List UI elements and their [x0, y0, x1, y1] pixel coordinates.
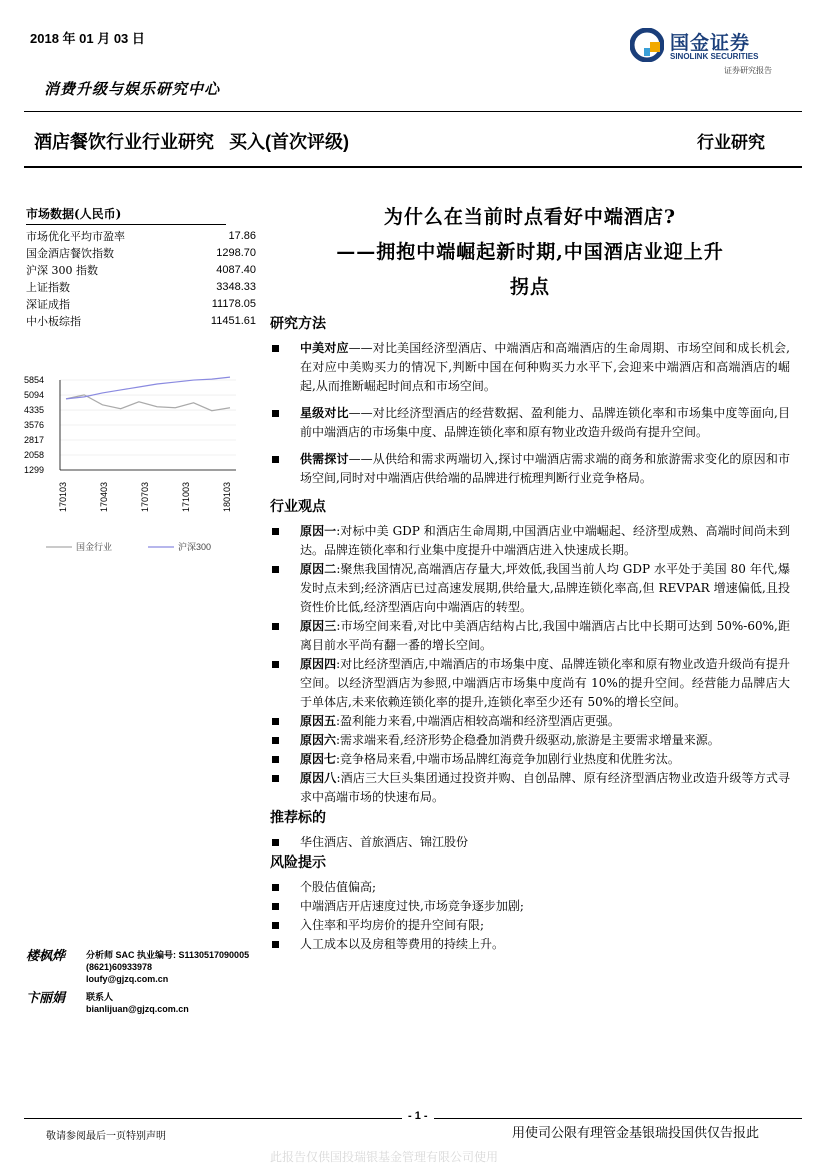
item-text: :市场空间来看,对比中美酒店结构占比,我国中端酒店占比中长期可达到 50%-60%,距离目前水平尚有翻一番的增长空间。	[300, 619, 790, 652]
list-item	[270, 404, 790, 442]
method-list	[270, 339, 790, 488]
contact-email[interactable]: bianlijuan@gjzq.com.cn	[86, 1004, 189, 1014]
watermark-text: 用使司公限有理管金基银瑞投国供仅告报此	[512, 1126, 760, 1141]
item-keyword: 原因三	[300, 619, 337, 633]
logo-en-text: SINOLINK SECURITIES	[670, 52, 759, 61]
list-item	[270, 769, 790, 807]
header-divider	[24, 111, 802, 112]
section-risk-title: 风险提示	[270, 855, 326, 871]
market-row	[26, 262, 256, 279]
chart-series-line	[66, 395, 230, 411]
view-list	[270, 522, 790, 807]
item-keyword: 原因六	[300, 733, 337, 747]
list-item	[270, 339, 790, 396]
section-picks-title: 推荐标的	[270, 810, 326, 826]
analyst-name: 楼枫烨	[26, 949, 66, 964]
headline-line-3: 拐点	[509, 276, 550, 298]
item-text: :酒店三大巨头集团通过投资并购、自创品牌、原有经济型酒店物业改造升级等方式寻求中高端市场的快速布局。	[300, 771, 790, 804]
item-keyword: 原因五	[300, 714, 337, 728]
contact-role: 联系人	[86, 992, 114, 1002]
item-text: :竞争格局来看,中端市场品牌红海竞争加剧行业热度和优胜劣汰。	[336, 752, 680, 766]
market-data-panel	[26, 205, 256, 330]
list-item	[270, 655, 790, 712]
market-data-heading: 市场数据(人民币)	[26, 205, 226, 225]
section-method-title: 研究方法	[270, 316, 326, 332]
market-value: 1298.70	[216, 247, 256, 259]
chart-legend-label: 国金行业	[76, 542, 113, 552]
chart-x-tick-label: 170103	[58, 481, 68, 512]
list-item: 华住酒店、首旅酒店、锦江股份	[270, 833, 790, 852]
sinolink-logo-icon	[630, 28, 664, 62]
watermark-faint: 此报告仅供国投瑞银基金管理有限公司使用	[270, 1150, 499, 1164]
item-text: ——对比经济型酒店的经营数据、盈利能力、品牌连锁化率和市场集中度等面向,目前中端酒店的市场集中度、品牌连锁化率和原有物业改造升级尚有提升空间。	[300, 406, 790, 439]
market-row	[26, 296, 256, 313]
research-center: 消费升级与娱乐研究中心	[44, 80, 221, 98]
market-label: 上证指数	[26, 281, 70, 294]
item-text: :对比经济型酒店,中端酒店的市场集中度、品牌连锁化率和原有物业改造升级尚有提升空间。以经济型酒店为参照,中端酒店市场集中度尚有 10%的提升空间。经营能力品牌店大于单体店,未来依赖连锁化率的提升,连锁化率至少还有 50%的增长空间。	[300, 657, 790, 709]
market-row	[26, 228, 256, 245]
list-item	[270, 750, 790, 769]
headline-line-2: ——拥抱中端崛起新时期,中国酒店业迎上升	[336, 241, 724, 263]
analyst-email[interactable]: loufy@gjzq.com.cn	[86, 974, 169, 984]
chart-y-tick-label: 2817	[24, 435, 45, 446]
list-item	[270, 712, 790, 731]
picks-list	[270, 833, 790, 852]
analyst-sac-id: 分析师 SAC 执业编号: S1130517090005	[86, 950, 250, 960]
analyst-phone: (8621)60933978	[86, 962, 153, 972]
market-row	[26, 279, 256, 296]
chart-y-tick-label: 3576	[24, 420, 45, 431]
logo-subtitle: 证券研究报告	[724, 66, 772, 75]
item-keyword: 原因七	[300, 752, 337, 766]
report-type: 行业研究	[697, 133, 765, 153]
risk-list	[270, 878, 790, 954]
chart-y-tick-label: 4335	[24, 405, 45, 416]
item-text: ——从供给和需求两端切入,探讨中端酒店需求端的商务和旅游需求变化的原因和市场空间,同时对中端酒店供给端的品牌进行梳理判断行业竞争格局。	[300, 452, 790, 485]
item-text: :盈利能力来看,中端酒店相较高端和经济型酒店更强。	[336, 714, 620, 728]
market-label: 深证成指	[26, 298, 70, 311]
market-value: 11451.61	[210, 315, 256, 327]
chart-x-tick-label: 180103	[222, 481, 232, 512]
report-title: 酒店餐饮行业行业研究 买入(首次评级)	[34, 132, 349, 152]
headline-line-1: 为什么在当前时点看好中端酒店?	[383, 206, 677, 228]
market-value: 11178.05	[211, 298, 256, 310]
market-row	[26, 245, 256, 262]
chart-series-line	[66, 377, 230, 399]
list-item	[270, 522, 790, 560]
chart-x-tick-label: 170403	[99, 481, 109, 512]
chart-x-tick-label: 171003	[181, 481, 191, 512]
item-keyword: 中美对应	[300, 341, 349, 355]
title-divider	[24, 166, 802, 168]
contact-name: 卞丽娟	[26, 991, 66, 1006]
index-line-chart	[18, 368, 248, 568]
chart-y-tick-label: 2058	[24, 450, 45, 461]
list-item	[270, 560, 790, 617]
chart-y-tick-label: 1299	[24, 465, 45, 475]
list-item: 个股估值偏高;	[270, 878, 790, 897]
item-keyword: 星级对比	[300, 406, 349, 420]
item-text: :对标中美 GDP 和酒店生命周期,中国酒店业中端崛起、经济型成熟、高端时间尚未到达。品牌连锁化率和行业集中度提升中端酒店进入快速成长期。	[300, 524, 790, 557]
market-label: 沪深 300 指数	[26, 264, 98, 277]
market-row	[26, 313, 256, 330]
item-text: :聚焦我国情况,高端酒店存量大,坪效低,我国当前人均 GDP 水平处于美国 80 年代,爆发时点未到;经济酒店已过高速发展期,供给量大,品牌连锁化率高,但 REVPAR 增速偏低,且投资性价比低,经济型酒店向中端酒店的转型。	[300, 562, 790, 614]
disclaimer-note: 敬请参阅最后一页特别声明	[46, 1131, 166, 1142]
item-text: ——对比美国经济型酒店、中端酒店和高端酒店的生命周期、市场空间和成长机会,在对应中美购买力的情况下,判断中国在何种购买力水平下,会迎来中端酒店和高端酒店的崛起,从而推断崛起时间点和市场空间。	[300, 341, 790, 393]
chart-y-tick-label: 5854	[24, 375, 45, 385]
report-date: 2018 年 01 月 03 日	[30, 31, 145, 46]
list-item	[270, 731, 790, 750]
item-keyword: 原因二	[300, 562, 337, 576]
contact-info	[86, 991, 189, 1015]
item-keyword: 原因四	[300, 657, 337, 671]
market-label: 市场优化平均市盈率	[26, 230, 125, 243]
list-item: 人工成本以及房租等费用的持续上升。	[270, 935, 790, 954]
logo-cn-text: 国金证券	[670, 33, 751, 54]
list-item: 中端酒店开店速度过快,市场竞争逐步加剧;	[270, 897, 790, 916]
list-item: 入住率和平均房价的提升空间有限;	[270, 916, 790, 935]
market-label: 中小板综指	[26, 315, 81, 328]
market-value: 3348.33	[216, 281, 256, 293]
main-content	[270, 200, 790, 954]
item-text: :需求端来看,经济形势企稳叠加消费升级驱动,旅游是主要需求增量来源。	[336, 733, 720, 747]
list-item	[270, 617, 790, 655]
company-logo	[630, 24, 790, 80]
list-item	[270, 450, 790, 488]
analyst-info	[86, 949, 249, 985]
headline	[270, 200, 790, 305]
item-keyword: 原因一	[300, 524, 337, 538]
item-keyword: 原因八	[300, 771, 337, 785]
market-label: 国金酒店餐饮指数	[26, 247, 114, 260]
market-value: 4087.40	[216, 264, 256, 276]
page-number: - 1 -	[402, 1110, 434, 1122]
chart-y-tick-label: 5094	[24, 390, 45, 401]
chart-legend-label: 沪深300	[178, 542, 212, 552]
item-keyword: 供需探讨	[300, 452, 349, 466]
section-view-title: 行业观点	[270, 499, 326, 515]
market-value: 17.86	[228, 230, 256, 242]
chart-x-tick-label: 170703	[140, 481, 150, 512]
